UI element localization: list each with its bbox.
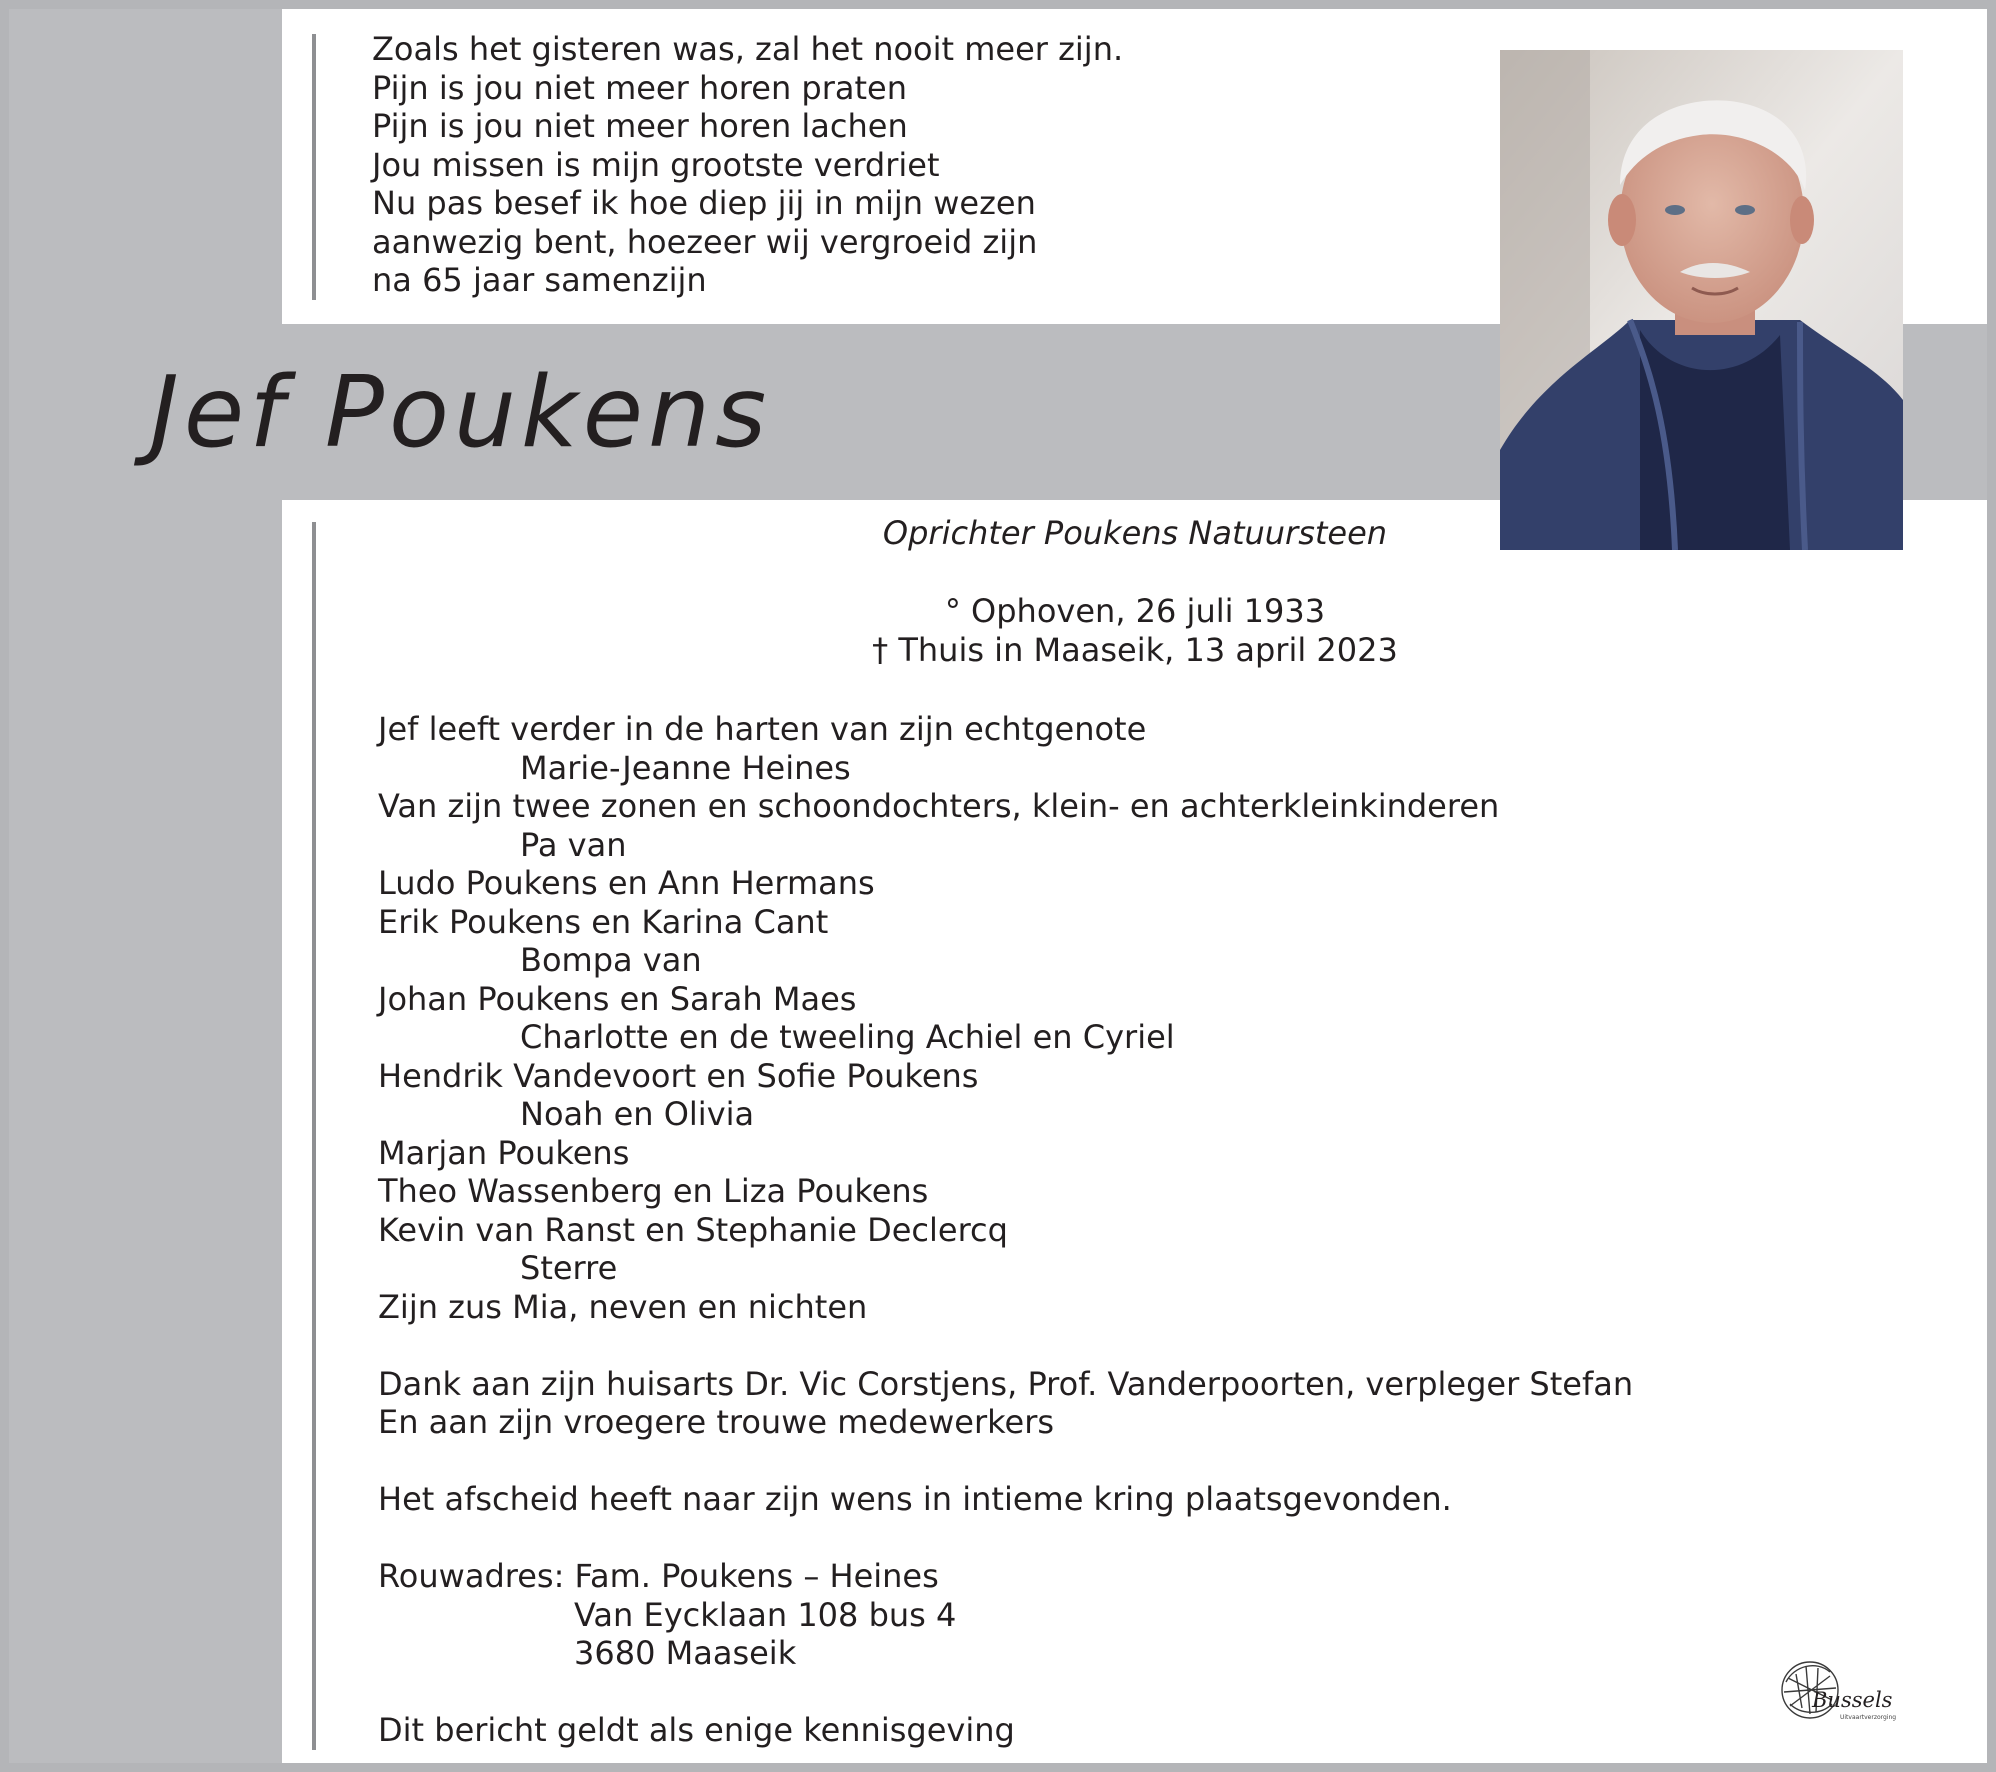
survivor-line: Pa van [520,825,627,864]
survivor-line: Bompa van [520,941,702,979]
spacer [378,1673,1633,1712]
spacer [378,1519,1633,1558]
poem-line: aanwezig bent, hoezeer wij vergroeid zijn [372,222,1038,261]
poem-line: Jou missen is mijn grootste verdriet [372,145,940,184]
deceased-name: Jef Poukens [150,356,772,470]
survivor-line: Sterre [520,1249,618,1287]
body-rule [312,522,316,1750]
portrait-photo [1500,50,1903,550]
notice-line: Dit bericht geldt als enige kennisgeving [378,1711,1015,1749]
spacer [378,1442,1633,1481]
birth-line: ° Ophoven, 26 juli 1933 [944,592,1326,630]
survivor-line: Noah en Olivia [520,1095,755,1133]
survivor-line: Charlotte en de tweeling Achiel en Cyriel [520,1018,1175,1056]
poem-rule [312,34,316,300]
address-label: Rouwadres: Fam. Poukens – Heines [378,1557,939,1595]
poem-line: Nu pas besef ik hoe diep jij in mijn wezen [372,184,1036,222]
logo-name: Bussels [1812,1688,1893,1712]
poem-line: Pijn is jou niet meer horen praten [372,68,907,107]
poem-line: Zoals het gisteren was, zal het nooit meer zijn. [372,30,1124,68]
farewell-line: Het afscheid heeft naar zijn wens in intieme kring plaatsgevonden. [378,1480,1452,1518]
poem-line: Pijn is jou niet meer horen lachen [372,107,908,145]
survivor-line: Van zijn twee zonen en schoondochters, klein- en achterkleinkinderen [378,787,1500,825]
thanks-line: En aan zijn vroegere trouwe medewerkers [378,1403,1055,1441]
survivor-line: Zijn zus Mia, neven en nichten [378,1287,868,1326]
survivor-line: Marie-Jeanne Heines [520,748,851,787]
subtitle: Oprichter Poukens Natuursteen [882,514,1388,552]
survivor-line: Ludo Poukens en Ann Hermans [378,864,875,902]
poem [372,30,1123,300]
announcement-body [378,710,1633,1750]
thanks-line: Dank aan zijn huisarts Dr. Vic Corstjens, Prof. Vanderpoorten, verpleger Stefan [378,1364,1634,1403]
spacer [378,1326,1633,1365]
poem-line: na 65 jaar samenzijn [372,261,707,299]
address-street: Van Eycklaan 108 bus 4 [574,1595,957,1634]
survivor-line: Marjan Poukens [378,1133,630,1172]
logo-tagline: Uitvaartverzorging [1840,1714,1897,1721]
portrait-image [1500,50,1903,550]
survivor-line: Kevin van Ranst en Stephanie Declercq [378,1210,1008,1249]
death-line: † Thuis in Maaseik, 13 april 2023 [872,631,1398,669]
address-city: 3680 Maaseik [574,1634,797,1672]
survivor-line: Hendrik Vandevoort en Sofie Poukens [378,1056,979,1095]
survivor-line: Erik Poukens en Karina Cant [378,902,829,941]
survivor-line: Theo Wassenberg en Liza Poukens [378,1172,929,1210]
survivor-line: Jef leeft verder in de harten van zijn echtgenote [378,710,1147,748]
survivor-line: Johan Poukens en Sarah Maes [378,979,857,1018]
